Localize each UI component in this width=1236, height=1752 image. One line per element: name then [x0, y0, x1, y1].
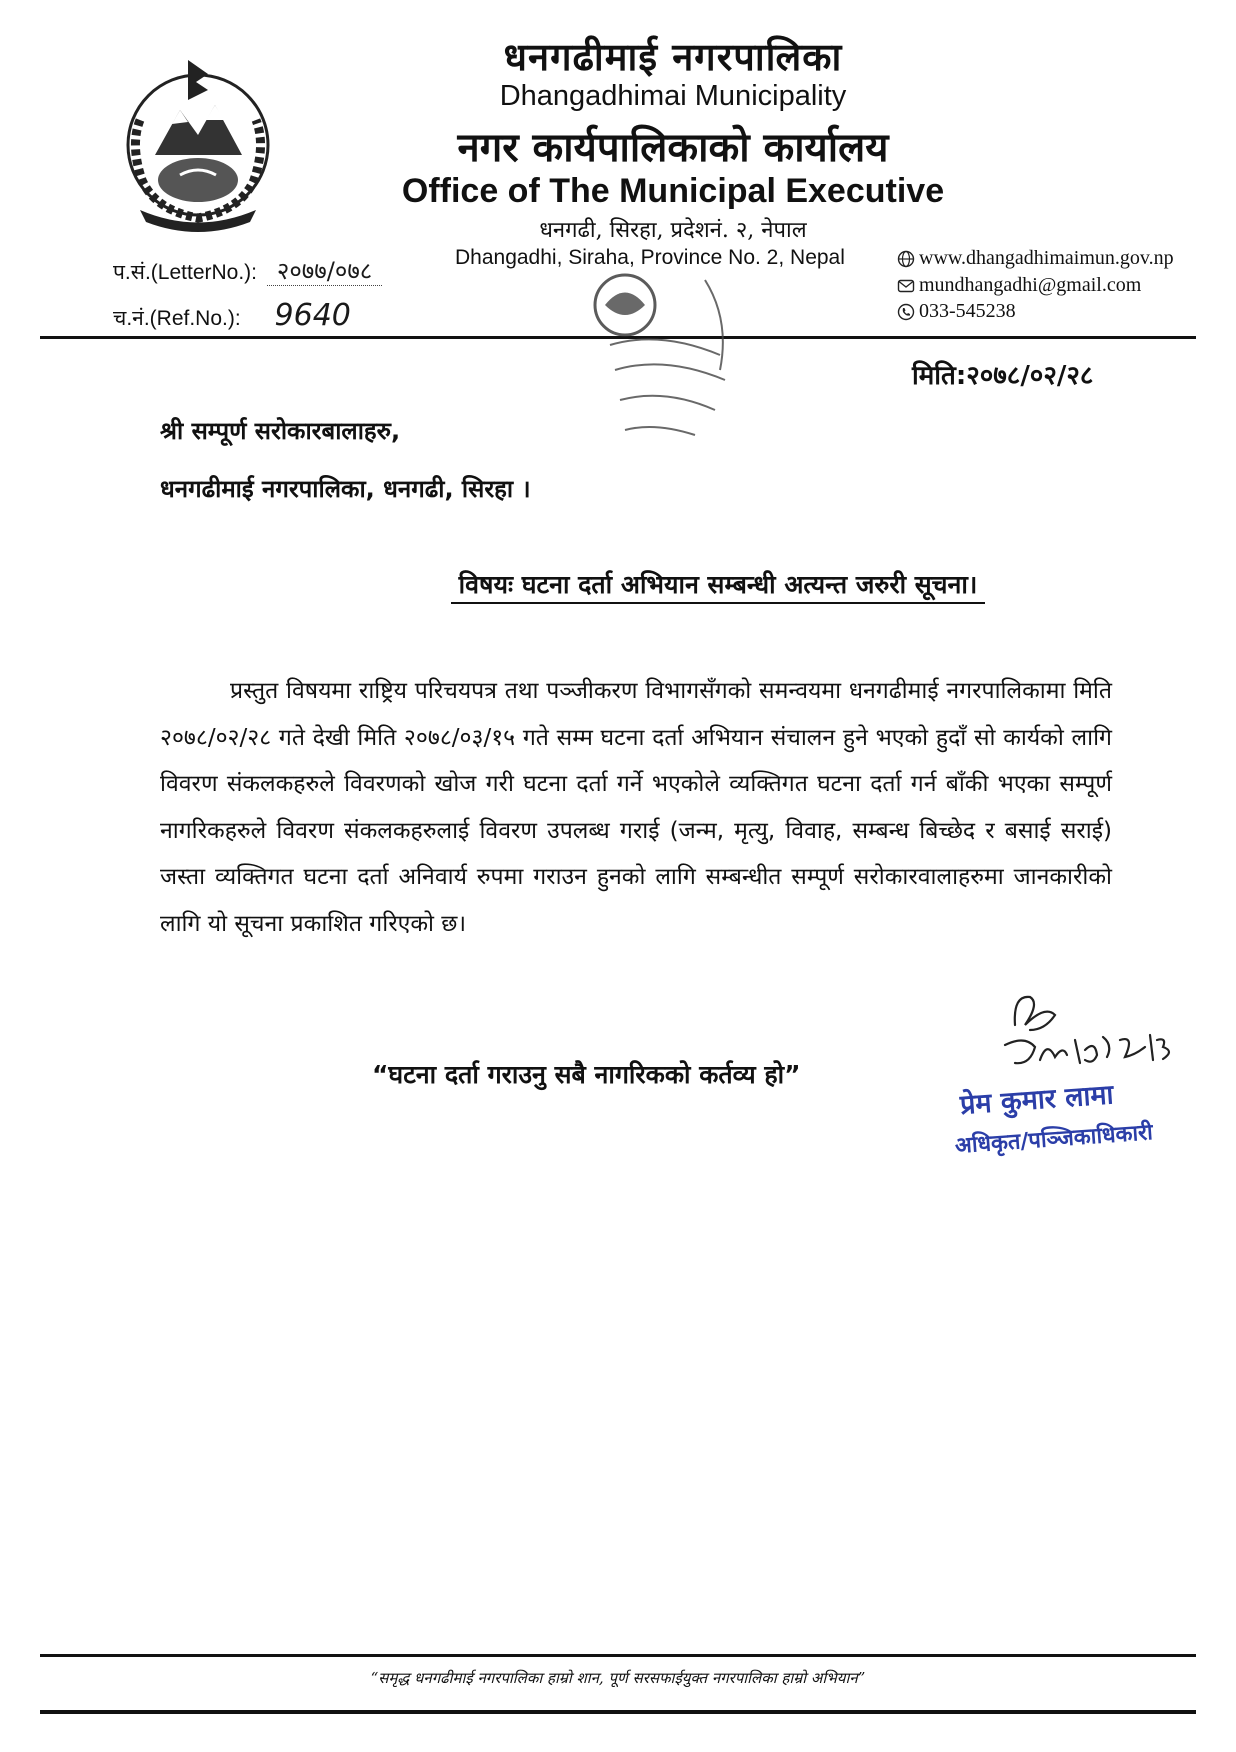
letter-number-label: प.सं.(LetterNo.):: [113, 261, 257, 284]
subject-line: [0, 567, 1236, 601]
municipality-name-en: Dhangadhimai Municipality: [499, 80, 847, 112]
office-name-en: Office of The Municipal Executive: [401, 172, 945, 210]
footer-divider-top: [40, 1654, 1196, 1657]
phone-icon: [897, 303, 915, 321]
contact-website: [897, 247, 1174, 270]
reference-number-value: 9640: [274, 298, 351, 333]
addressee-line-2: धनगढीमाई नगरपालिका, धनगढी, सिरहा ।: [160, 475, 531, 503]
reference-number: [113, 298, 351, 333]
office-name-ne: नगर कार्यपालिकाको कार्यालय: [457, 124, 889, 171]
footer-motto: “समृद्ध धनगढीमाई नगरपालिका हाम्रो शान, पूर्ण सरसफाईयुक्त नगरपालिका हाम्रो अभियान”: [370, 1669, 866, 1687]
globe-icon: [897, 250, 915, 268]
signatory-title: अधिकृत/पञ्जिकाधिकारी: [954, 1120, 1154, 1159]
email-text: mundhangadhi@gmail.com: [919, 274, 1142, 296]
contact-phone: [897, 300, 1016, 323]
address-en: Dhangadhi, Siraha, Province No. 2, Nepal: [455, 246, 845, 269]
letter-number-value: २०७७/०७८: [267, 257, 382, 286]
address-ne: धनगढी, सिरहा, प्रदेशनं. २, नेपाल: [539, 218, 807, 243]
slogan: “घटना दर्ता गराउनु सबै नागरिकको कर्तव्य हो”: [372, 1060, 801, 1089]
signatory-name: प्रेम कुमार लामा: [959, 1079, 1115, 1121]
letter-number: [113, 254, 382, 287]
contact-email: [897, 274, 1141, 297]
mail-icon: [897, 277, 915, 295]
addressee-line-1: श्री सम्पूर्ण सरोकारबालाहरु,: [160, 417, 401, 445]
phone-text: 033-545238: [919, 300, 1016, 322]
website-text: www.dhangadhimaimun.gov.np: [919, 247, 1174, 269]
subject-text: विषयः घटना दर्ता अभियान सम्बन्धी अत्यन्त जरुरी सूचना।: [451, 570, 986, 604]
municipality-name-ne: धनगढीमाई नगरपालिका: [503, 34, 843, 79]
office-seal-stamp: [555, 260, 765, 450]
reference-number-label: च.नं.(Ref.No.):: [113, 307, 241, 330]
notice-body: प्रस्तुत विषयमा राष्ट्रिय परिचयपत्र तथा पञ्जीकरण विभागसँगको समन्वयमा धनगढीमाई नगरपालिकामा मिति २०७८/०२/२८ गते देखी मिति २०७८/०३/१५ गते सम्म घटना दर्ता अभियान संचालन हुने भएको हुदाँ सो कार्यको लागि विवरण संकलकहरुले विवरणको खोज गरी घटना दर्ता गर्ने भएकोले व्यक्तिगत घटना दर्ता गर्न बाँकी भएका सम्पूर्ण नागरिकहरुले विवरण संकलकहरुलाई विवरण उपलब्ध गराई (जन्म, मृत्यु, विवाह, सम्बन्ध बिच्छेद र बसाई सराई) जस्ता व्यक्तिगत घटना दर्ता अनिवार्य रुपमा गराउन हुनको लागि सम्बन्धीत सम्पूर्ण सरोकारवालाहरुमा जानकारीको लागि यो सूचना प्रकाशित गरिएको छ।: [160, 678, 1112, 937]
letter-date: मिति:२०७८/०२/२८: [912, 361, 1094, 391]
footer-divider-bottom: [40, 1710, 1196, 1714]
